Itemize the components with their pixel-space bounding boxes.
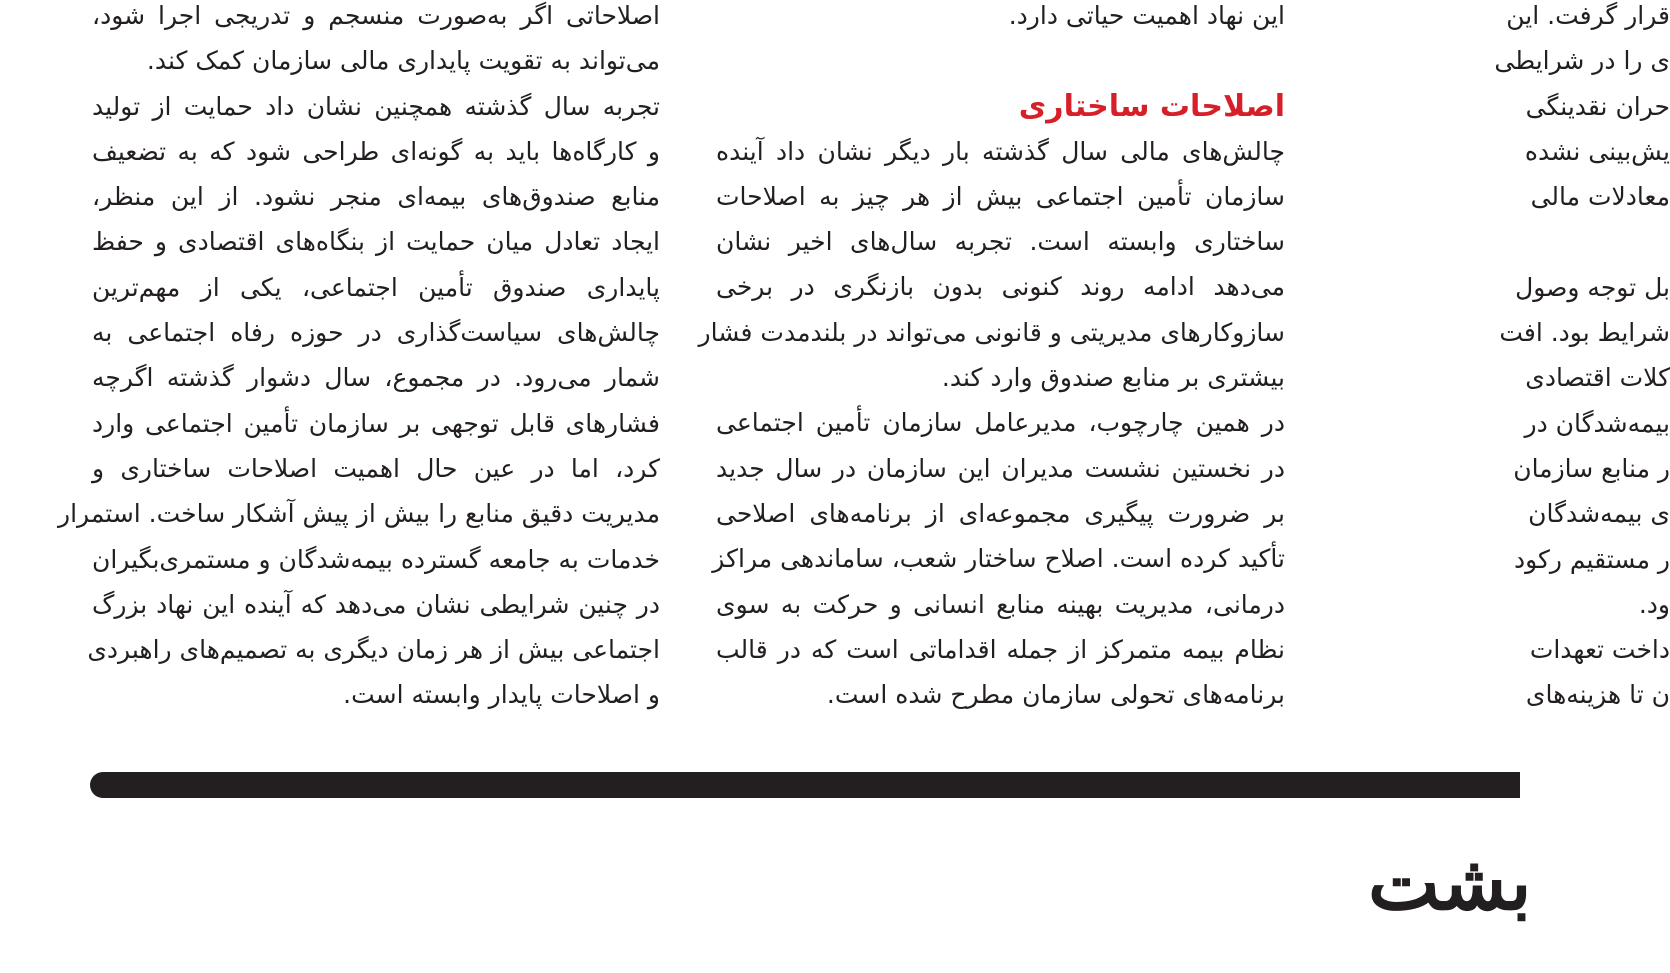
text-line: پایداری صندوق تأمین اجتماعی، یکی از مهم‌ترین [92, 272, 660, 302]
text-line: بر ضرورت پیگیری مجموعه‌ای از برنامه‌های اصلاحی [716, 498, 1285, 528]
text-line: منابع صندوق‌های بیمه‌ای منجر نشود. از این منظر، [92, 182, 660, 212]
article-column-left [58, 0, 660, 718]
text-line: بیشتری بر منابع صندوق وارد کند. [941, 363, 1285, 393]
intro-line: این نهاد اهمیت حیاتی دارد. [1008, 1, 1285, 30]
text-line: ر مستقیم رکود [1513, 544, 1670, 574]
article-column-right-clipped [1340, 0, 1670, 718]
text-line: نظام بیمه متمرکز از جمله اقداماتی است که در قالب [716, 634, 1285, 664]
text-line: ایجاد تعادل میان حمایت از بنگاه‌های اقتصادی و حفظ [92, 227, 660, 257]
paragraph-spacer [1340, 219, 1670, 264]
text-line: در همین چارچوب، مدیرعامل سازمان تأمین اجتماعی [716, 408, 1285, 438]
paragraph-ceo-statement [712, 400, 1285, 717]
text-line: کرد، اما در عین حال اهمیت اصلاحات ساختاری و [92, 453, 660, 483]
text-line: تجربه سال گذشته همچنین نشان داد حمایت از تولید [92, 91, 660, 121]
text-line: ساختاری وابسته است. تجربه سال‌های اخیر نشان [716, 227, 1285, 257]
text-line: سازمان تأمین اجتماعی بیش از هر چیز به اصلاحات [716, 181, 1285, 211]
text-line: کلات اقتصادی [1525, 363, 1670, 393]
text-line: یش‌بینی نشده [1524, 136, 1670, 166]
text-line: اصلاحاتی اگر به‌صورت منسجم و تدریجی اجرا شود، [92, 1, 660, 30]
text-line: مدیریت دقیق منابع را بیش از پیش آشکار ساخت. استمرار [58, 499, 660, 529]
text-line: برنامه‌های تحولی سازمان مطرح شده است. [826, 680, 1285, 710]
text-line: سازوکارهای مدیریتی و قانونی می‌تواند در بلندمدت فشار [698, 317, 1285, 347]
text-line: و اصلاحات پایدار وابسته است. [343, 680, 660, 710]
text-line: فشارهای قابل توجهی بر سازمان تأمین اجتماعی وارد [92, 408, 660, 438]
text-line: قرار گرفت. این [1506, 1, 1670, 30]
text-line: اجتماعی بیش از هر زمان دیگری به تصمیم‌های راهبردی [87, 635, 660, 665]
paragraph-structural-reforms [698, 129, 1285, 401]
text-line: بل توجه وصول [1515, 272, 1670, 302]
text-line: خدمات به جامعه گسترده بیمه‌شدگان و مستمری‌بگیران [92, 544, 660, 574]
text-line: تأکید کرده است. اصلاح ساختار شعب، ساماندهی مراکز [712, 544, 1285, 574]
section-heading: اصلاحات ساختاری [1018, 88, 1285, 124]
article-column-middle [698, 0, 1285, 717]
text-line: ود. [1638, 589, 1670, 619]
text-line: معادلات مالی [1530, 182, 1670, 212]
text-line: می‌دهد ادامه روند کنونی بدون بازنگری در برخی [716, 272, 1285, 302]
text-line: حران نقدینگی [1525, 91, 1670, 121]
section-divider-rule [90, 772, 1520, 798]
text-line: ی بیمه‌شدگان [1528, 499, 1670, 529]
text-line: ن تا هزینه‌های [1525, 680, 1670, 710]
text-line: چالش‌های سیاست‌گذاری در حوزه رفاه اجتماعی به [92, 318, 660, 348]
text-line: چالش‌های مالی سال گذشته بار دیگر نشان داد آینده [716, 136, 1285, 166]
text-line: شرایط بود. افت [1499, 318, 1670, 348]
text-line: ی را در شرایطی [1494, 46, 1670, 76]
text-line: داخت تعهدات [1529, 635, 1670, 665]
text-line: در نخستین نشست مدیران این سازمان در سال جدید [716, 453, 1285, 483]
next-article-headline: بشت [1368, 838, 1532, 927]
text-line: در چنین شرایطی نشان می‌دهد که آینده این نهاد بزرگ [92, 589, 660, 619]
text-line: درمانی، مدیریت بهینه منابع انسانی و حرکت به سوی [716, 589, 1285, 619]
text-line: بیمه‌شدگان در [1524, 408, 1670, 438]
text-line: می‌تواند به تقویت پایداری مالی سازمان کمک کند. [146, 46, 660, 76]
text-line: ر منابع سازمان [1513, 453, 1670, 483]
text-line: شمار می‌رود. در مجموع، سال دشوار گذشته اگرچه [92, 363, 660, 393]
text-line: و کارگاه‌ها باید به گونه‌ای طراحی شود که به تضعیف [92, 136, 660, 166]
section-spacer [716, 38, 1285, 83]
